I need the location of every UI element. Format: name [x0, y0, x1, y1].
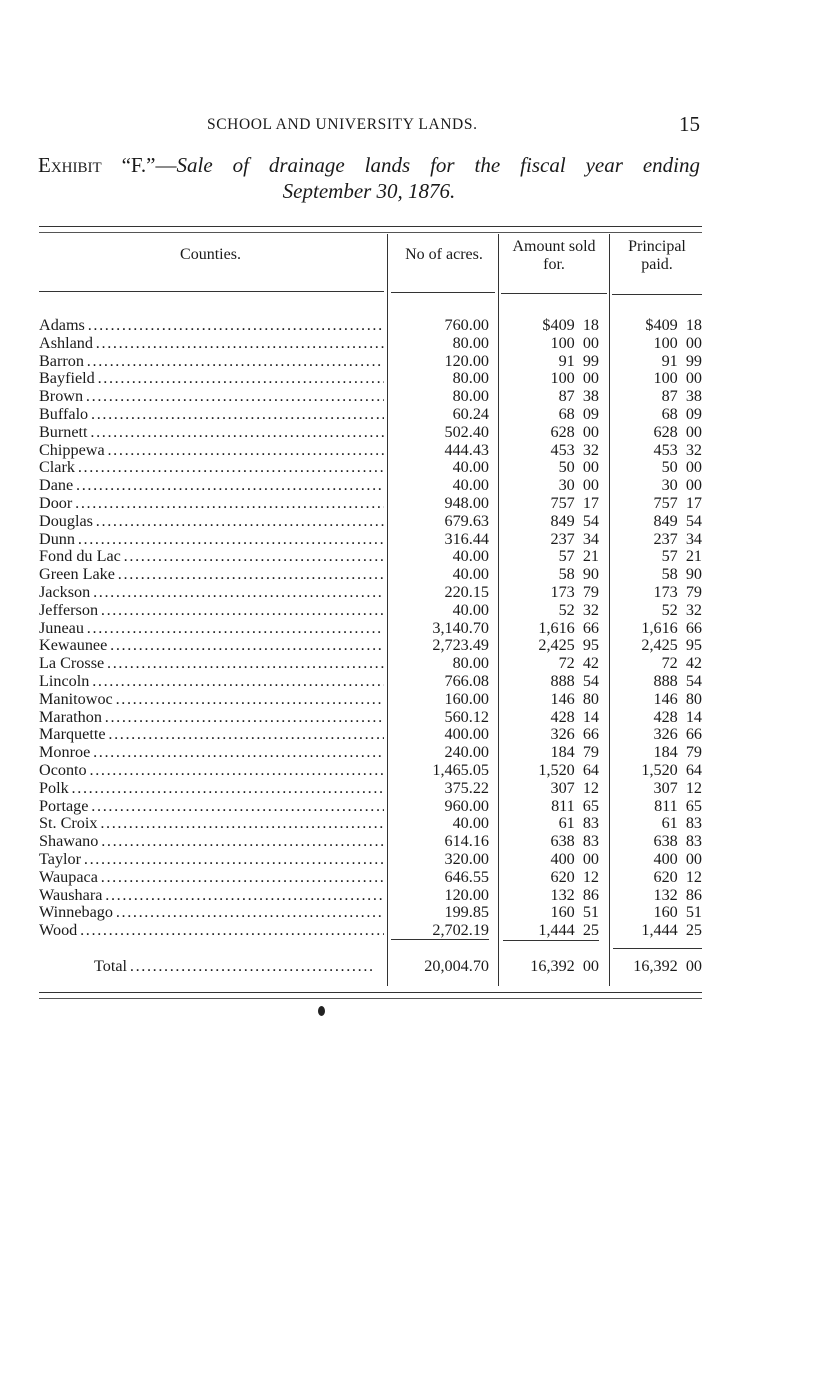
principal-cell: 72 42 [661, 654, 702, 673]
page-number: 15 [679, 112, 700, 136]
acres-cell: 948.00 [444, 493, 489, 512]
acres-cell: 40.00 [452, 547, 489, 566]
table-row [39, 815, 702, 833]
table-row [39, 691, 702, 709]
amount-cell: 100 00 [550, 369, 599, 388]
principal-cell: 428 14 [653, 707, 702, 726]
acres-cell: 80.00 [452, 333, 489, 352]
total-amount: 16,392 00 [530, 957, 599, 975]
county-cell: Oconto . . . [39, 762, 384, 780]
table-row [39, 370, 702, 388]
amount-cell: 1,444 25 [538, 921, 599, 940]
table-row [39, 406, 702, 424]
table-body [39, 317, 702, 940]
exhibit-label: Exhibit [38, 153, 102, 177]
amount-cell: 757 17 [550, 493, 599, 512]
principal-cell: 326 66 [653, 725, 702, 744]
table-row [39, 922, 702, 940]
amount-cell: 57 21 [558, 547, 599, 566]
table-row [39, 335, 702, 353]
header-acres: No of acres. [405, 246, 483, 263]
table-row [39, 584, 702, 602]
principal-cell: 757 17 [653, 493, 702, 512]
table-row [39, 744, 702, 762]
county-cell: Fond du Lac . . . [39, 548, 384, 566]
table-row [39, 353, 702, 371]
table-row [39, 477, 702, 495]
principal-cell: 400 00 [653, 849, 702, 868]
county-cell: Portage . . . [39, 798, 384, 816]
county-cell: Barron . . . [39, 353, 384, 371]
principal-cell: 1,616 66 [641, 618, 702, 637]
acres-cell: 40.00 [452, 600, 489, 619]
table-row [39, 513, 702, 531]
amount-cell: 326 66 [550, 725, 599, 744]
principal-cell: 237 34 [653, 529, 702, 548]
acres-cell: 40.00 [452, 814, 489, 833]
table-row [39, 566, 702, 584]
acres-cell: 560.12 [444, 707, 489, 726]
principal-cell: 30 00 [661, 476, 702, 495]
county-cell: St. Croix . . . [39, 815, 384, 833]
principal-cell: 52 32 [661, 600, 702, 619]
top-double-rule [39, 226, 702, 233]
exhibit-caption-line-2: September 30, 1876. [282, 179, 456, 203]
county-cell: Ashland . . . [39, 335, 384, 353]
principal-cell: 146 80 [653, 689, 702, 708]
total-acres: 20,004.70 [424, 957, 489, 975]
running-title: SCHOOL AND UNIVERSITY LANDS. [207, 116, 478, 133]
header-counties: Counties. [180, 246, 241, 263]
acres-cell: 120.00 [444, 885, 489, 904]
table-row [39, 620, 702, 638]
amount-cell: 30 00 [558, 476, 599, 495]
principal-cell: 68 09 [661, 404, 702, 423]
amount-cell: 68 09 [558, 404, 599, 423]
table-row [39, 548, 702, 566]
principal-cell: 50 00 [661, 458, 702, 477]
table-row [39, 459, 702, 477]
principal-cell: 1,520 64 [641, 760, 702, 779]
acres-cell: 220.15 [444, 582, 489, 601]
amount-cell: 849 54 [550, 511, 599, 530]
header-rule-counties [39, 291, 384, 292]
principal-cell: 132 86 [653, 885, 702, 904]
principal-cell: 184 79 [653, 743, 702, 762]
principal-cell: 888 54 [653, 671, 702, 690]
amount-cell: 91 99 [558, 351, 599, 370]
amount-cell: 72 42 [558, 654, 599, 673]
amount-cell: 58 90 [558, 565, 599, 584]
county-cell: Lincoln . . . [39, 673, 384, 691]
amount-cell: 638 83 [550, 832, 599, 851]
amount-cell: 52 32 [558, 600, 599, 619]
county-cell: Marquette . . . [39, 726, 384, 744]
acres-cell: 40.00 [452, 458, 489, 477]
header-rule-amount [501, 293, 607, 294]
header-rule-acres [391, 292, 495, 293]
amount-cell: 87 38 [558, 387, 599, 406]
acres-cell: 679.63 [444, 511, 489, 530]
amount-cell: 620 12 [550, 867, 599, 886]
county-cell: Waupaca . . . [39, 869, 384, 887]
principal-cell: 61 83 [661, 814, 702, 833]
acres-cell: 502.40 [444, 422, 489, 441]
table-row [39, 637, 702, 655]
county-cell: Chippewa . . . [39, 442, 384, 460]
county-cell: Waushara . . . [39, 887, 384, 905]
table-row [39, 602, 702, 620]
principal-cell: 100 00 [653, 333, 702, 352]
header-rule-principal [612, 294, 702, 295]
sum-rule-amount [503, 940, 599, 941]
acres-cell: 760.00 [444, 316, 489, 334]
amount-cell: 453 32 [550, 440, 599, 459]
principal-cell: 1,444 25 [641, 921, 702, 940]
acres-cell: 80.00 [452, 369, 489, 388]
acres-cell: 766.08 [444, 671, 489, 690]
principal-cell: 100 00 [653, 369, 702, 388]
county-cell: Door . . . [39, 495, 384, 513]
principal-cell: 58 90 [661, 565, 702, 584]
county-cell: Jefferson . . . [39, 602, 384, 620]
county-cell: Green Lake . . . [39, 566, 384, 584]
header-amount: Amount sold for. [512, 238, 596, 273]
table-row [39, 869, 702, 887]
acres-cell: 40.00 [452, 476, 489, 495]
county-cell: Burnett . . . [39, 424, 384, 442]
table-row [39, 726, 702, 744]
amount-cell: 1,520 64 [538, 760, 599, 779]
principal-cell: 160 51 [653, 903, 702, 922]
county-cell: Bayfield . . . [39, 370, 384, 388]
county-cell: Jackson . . . [39, 584, 384, 602]
acres-cell: 320.00 [444, 849, 489, 868]
acres-cell: 1,465.05 [432, 760, 489, 779]
principal-cell: 173 79 [653, 582, 702, 601]
acres-cell: 960.00 [444, 796, 489, 815]
acres-cell: 316.44 [444, 529, 489, 548]
amount-cell: 237 34 [550, 529, 599, 548]
acres-cell: 80.00 [452, 387, 489, 406]
county-cell: La Crosse . . . [39, 655, 384, 673]
table-row [39, 495, 702, 513]
amount-cell: 146 80 [550, 689, 599, 708]
county-cell: Taylor . . . [39, 851, 384, 869]
county-cell: Dane . . . [39, 477, 384, 495]
exhibit-title [38, 152, 700, 204]
county-cell: Marathon . . . [39, 709, 384, 727]
principal-cell: 57 21 [661, 547, 702, 566]
county-cell: Polk . . . [39, 780, 384, 798]
table-row [39, 887, 702, 905]
table-row [39, 833, 702, 851]
table-row [39, 442, 702, 460]
amount-cell: 888 54 [550, 671, 599, 690]
table-row [39, 317, 702, 335]
table-row [39, 709, 702, 727]
total-row [39, 956, 702, 976]
amount-cell: 428 14 [550, 707, 599, 726]
amount-cell: $409 18 [542, 316, 599, 334]
acres-cell: 120.00 [444, 351, 489, 370]
county-cell: Monroe . . . [39, 744, 384, 762]
table-row [39, 673, 702, 691]
principal-cell: $409 18 [645, 316, 702, 334]
county-cell: Dunn . . . [39, 531, 384, 549]
amount-cell: 2,425 95 [538, 636, 599, 655]
county-cell: Douglas . . . [39, 513, 384, 531]
amount-cell: 628 00 [550, 422, 599, 441]
amount-cell: 184 79 [550, 743, 599, 762]
amount-cell: 811 65 [551, 796, 599, 815]
amount-cell: 400 00 [550, 849, 599, 868]
ink-mark [318, 1006, 325, 1016]
county-cell: Clark . . . [39, 459, 384, 477]
amount-cell: 100 00 [550, 333, 599, 352]
amount-cell: 132 86 [550, 885, 599, 904]
acres-cell: 614.16 [444, 832, 489, 851]
exhibit-designation: “F.”— [121, 153, 177, 177]
acres-cell: 240.00 [444, 743, 489, 762]
county-cell: Buffalo . . . [39, 406, 384, 424]
principal-cell: 811 65 [654, 796, 702, 815]
county-cell: Adams . . . [39, 317, 384, 335]
table-row [39, 851, 702, 869]
county-cell: Brown . . . [39, 388, 384, 406]
acres-cell: 199.85 [444, 903, 489, 922]
table-row [39, 388, 702, 406]
acres-cell: 375.22 [444, 778, 489, 797]
principal-cell: 87 38 [661, 387, 702, 406]
acres-cell: 160.00 [444, 689, 489, 708]
county-cell: Shawano . . . [39, 833, 384, 851]
principal-cell: 628 00 [653, 422, 702, 441]
principal-cell: 620 12 [653, 867, 702, 886]
sum-rule-principal [613, 948, 702, 949]
total-principal: 16,392 00 [633, 957, 702, 975]
acres-cell: 400.00 [444, 725, 489, 744]
acres-cell: 3,140.70 [432, 618, 489, 637]
acres-cell: 80.00 [452, 654, 489, 673]
county-cell: Manitowoc . . . [39, 691, 384, 709]
acres-cell: 60.24 [452, 404, 489, 423]
table-row [39, 424, 702, 442]
acres-cell: 40.00 [452, 565, 489, 584]
principal-cell: 453 32 [653, 440, 702, 459]
principal-cell: 638 83 [653, 832, 702, 851]
principal-cell: 2,425 95 [641, 636, 702, 655]
amount-cell: 160 51 [550, 903, 599, 922]
acres-cell: 444.43 [444, 440, 489, 459]
acres-cell: 646.55 [444, 867, 489, 886]
county-cell: Winnebago . . . [39, 904, 384, 922]
amount-cell: 173 79 [550, 582, 599, 601]
acres-cell: 2,702.19 [432, 921, 489, 940]
amount-cell: 61 83 [558, 814, 599, 833]
bottom-double-rule [39, 992, 702, 999]
principal-cell: 91 99 [661, 351, 702, 370]
table-row [39, 780, 702, 798]
amount-cell: 1,616 66 [538, 618, 599, 637]
amount-cell: 307 12 [550, 778, 599, 797]
total-label: Total . . . [94, 956, 384, 976]
sum-rule-acres [391, 939, 489, 940]
county-cell: Juneau . . . [39, 620, 384, 638]
table-row [39, 655, 702, 673]
amount-cell: 50 00 [558, 458, 599, 477]
table-row [39, 798, 702, 816]
table-row [39, 531, 702, 549]
table-row [39, 762, 702, 780]
exhibit-caption-line-1 [38, 152, 700, 178]
principal-cell: 307 12 [653, 778, 702, 797]
header-principal: Principal paid. [628, 238, 686, 273]
exhibit-caption-text-1: Sale of drainage lands for the fiscal year ending [176, 153, 701, 177]
principal-cell: 849 54 [653, 511, 702, 530]
county-cell: Wood . . . [39, 922, 384, 940]
table-row [39, 904, 702, 922]
acres-cell: 2,723.49 [432, 636, 489, 655]
county-cell: Kewaunee . . . [39, 637, 384, 655]
